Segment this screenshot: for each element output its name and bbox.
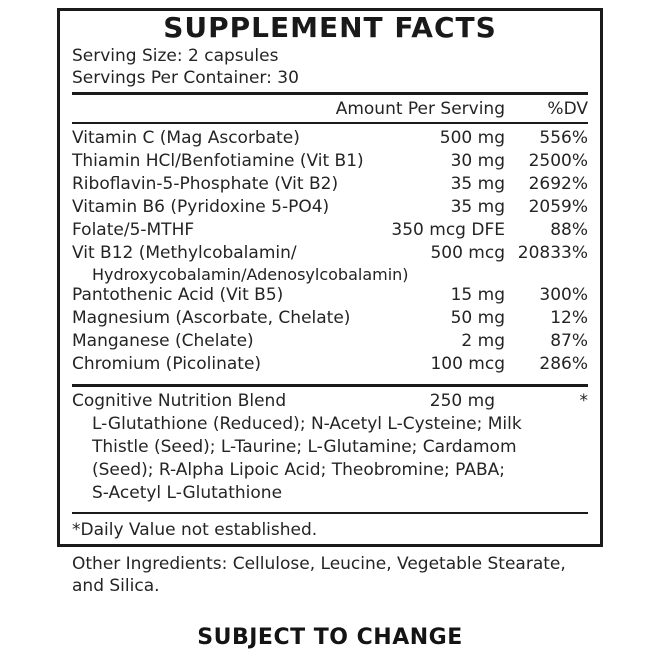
nutrient-row <box>72 307 588 330</box>
nutrient-amount: 2 mg <box>461 331 505 351</box>
nutrient-row <box>72 196 588 219</box>
nutrient-row <box>72 242 588 265</box>
nutrient-amount: 35 mg <box>450 197 505 217</box>
nutrient-row <box>72 219 588 242</box>
nutrient-name: Riboflavin-5-Phosphate (Vit B2) <box>72 174 339 194</box>
nutrient-dv: 2500% <box>528 151 588 171</box>
nutrient-name: Magnesium (Ascorbate, Chelate) <box>72 308 351 328</box>
blend-name: Cognitive Nutrition Blend <box>72 391 287 411</box>
nutrient-dv: 2692% <box>528 174 588 194</box>
nutrient-amount: 350 mcg DFE <box>391 220 505 240</box>
nutrient-amount: 30 mg <box>450 151 505 171</box>
blend-description <box>72 413 588 512</box>
nutrient-dv: 286% <box>539 354 588 374</box>
other-ingredients <box>72 554 566 597</box>
nutrient-dv: 556% <box>539 128 588 148</box>
nutrient-amount: 50 mg <box>450 308 505 328</box>
panel-title: SUPPLEMENT FACTS <box>163 11 497 44</box>
blend-description-line: S-Acetyl L-Glutathione <box>92 483 283 503</box>
nutrient-dv: 20833% <box>517 243 588 263</box>
nutrient-name: Pantothenic Acid (Vit B5) <box>72 285 284 305</box>
nutrient-name: Vitamin C (Mag Ascorbate) <box>72 128 300 148</box>
other-ingredients-line: and Silica. <box>72 575 160 596</box>
blend-amount: 250 mg <box>429 391 495 411</box>
blend-dv-asterisk: * <box>579 391 588 411</box>
nutrient-name: Vit B12 (Methylcobalamin/ <box>72 243 297 263</box>
blend-section <box>72 387 588 512</box>
nutrient-amount: 35 mg <box>450 174 505 194</box>
supplement-facts-panel <box>57 8 603 547</box>
nutrient-row <box>72 284 588 307</box>
blend-description-line: (Seed); R-Alpha Lipoic Acid; Theobromine; PABA; <box>92 460 505 480</box>
blend-description-line: L-Glutathione (Reduced); N-Acetyl L-Cysteine; Milk <box>92 414 522 434</box>
nutrient-name: Chromium (Picolinate) <box>72 354 262 374</box>
nutrient-row <box>72 150 588 173</box>
footnote-daily-value: *Daily Value not established. <box>72 520 318 540</box>
blend-description-line: Thistle (Seed); L-Taurine; L-Glutamine; Cardamom <box>92 437 517 457</box>
nutrient-row <box>72 330 588 353</box>
nutrient-rows <box>72 124 588 380</box>
blend-row <box>72 389 588 413</box>
nutrient-name: Thiamin HCl/Benfotiamine (Vit B1) <box>72 151 364 171</box>
nutrient-name-continuation: Hydroxycobalamin/Adenosylcobalamin) <box>92 265 409 284</box>
nutrient-amount: 100 mcg <box>430 354 505 374</box>
nutrient-amount: 15 mg <box>450 285 505 305</box>
serving-size: Serving Size: 2 capsules <box>72 46 279 66</box>
dv-header: %DV <box>547 99 588 119</box>
nutrient-dv: 88% <box>550 220 588 240</box>
nutrient-dv: 2059% <box>528 197 588 217</box>
servings-per-container: Servings Per Container: 30 <box>72 68 299 88</box>
nutrient-name: Vitamin B6 (Pyridoxine 5-PO4) <box>72 197 330 217</box>
nutrient-amount: 500 mg <box>439 128 505 148</box>
nutrient-name: Manganese (Chelate) <box>72 331 254 351</box>
subject-to-change: SUBJECT TO CHANGE <box>197 625 463 650</box>
nutrient-name: Folate/5-MTHF <box>72 220 195 240</box>
nutrient-row <box>72 127 588 150</box>
nutrient-row <box>72 353 588 376</box>
nutrient-dv: 12% <box>550 308 588 328</box>
other-ingredients-line: Other Ingredients: Cellulose, Leucine, Vegetable Stearate, <box>72 554 566 574</box>
nutrient-row <box>72 173 588 196</box>
nutrient-amount: 500 mcg <box>430 243 505 263</box>
amount-per-serving-header: Amount Per Serving <box>335 99 505 119</box>
nutrient-dv: 300% <box>539 285 588 305</box>
column-headers <box>72 95 588 122</box>
nutrient-dv: 87% <box>550 331 588 351</box>
